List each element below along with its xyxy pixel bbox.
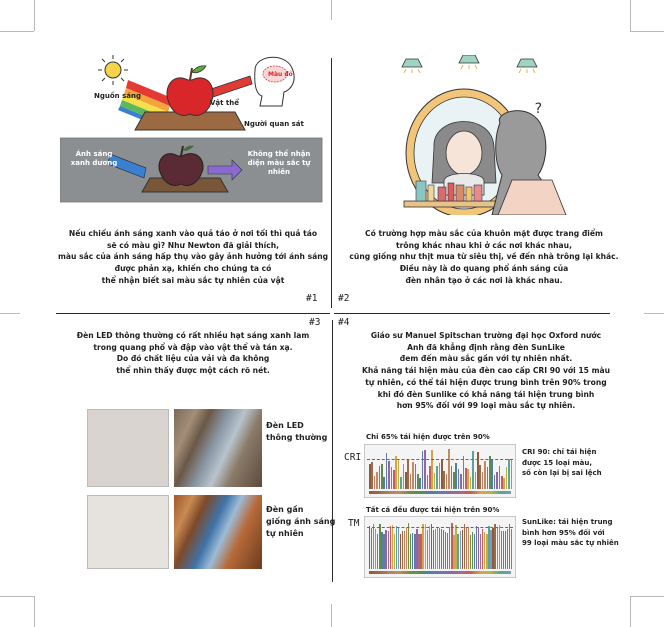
chart-bar [431,524,432,569]
chart-bar [422,451,424,489]
sunlike-note: SunLike: tái hiện trung bình hơn 95% đối với 99 loại màu sắc tự nhiên [522,518,619,547]
chart-bar [466,528,467,569]
chart-bar [489,456,491,489]
chart-bar [503,531,504,569]
chart-bar [491,459,493,489]
cri-tag: CRI [344,452,362,463]
chart-bar [506,467,508,489]
chart-bar [472,532,473,569]
led-label: Đèn LED thông thường [266,421,328,442]
panel-4-caption: Giáo sư Manuel Spitschan trường đại học Oxford nước Anh đã khẳng định rằng đèn SunLike đem đến màu sắc gần với tự nhiên nhất. Khả năng tái hiện màu của đèn cao cấp CRI 90 với 15 màu tự nhiên, có thể tái hiện được trung bình trên 90% trong khi đó đèn Sunlike có khả năng tái hiện trung bình hơn 95% đối với 99 loại màu sắc tự nhiên. [361,331,611,411]
chart-bar [375,529,376,569]
chart-bar [412,462,414,489]
ceiling-lamp-icon [459,55,479,69]
chart-bar [429,466,431,489]
chart-bar [406,528,407,569]
chart-bar [379,466,381,489]
chart-bar [424,450,426,489]
chart-bar [451,466,453,489]
crop-mark [0,313,20,314]
sun-icon [98,55,128,85]
crop-mark [0,596,34,597]
crop-mark [630,596,664,597]
center-divider [331,58,332,308]
chart-bar [439,528,440,569]
chart-bar [449,527,450,569]
chart-bar [475,472,477,489]
ceiling-lamp-icon [517,59,537,73]
chart-bar [415,464,417,489]
panel-number: #3 [309,317,321,328]
color-ribbon [369,491,511,494]
chart-bar [480,534,481,569]
chart-bar [474,534,475,569]
horizontal-divider [56,313,330,314]
chart-bar [505,531,506,569]
chart-bar [484,532,485,569]
chart-bar [509,524,510,569]
chart-bar [460,531,461,569]
fabric-photo-natural [174,495,262,569]
chart-bar [402,531,403,569]
chart-bar [499,466,501,490]
chart-bar [511,529,512,569]
chart-bar [497,527,498,569]
chart-bar [458,469,460,489]
chart-bar [377,534,378,569]
svg-text:?: ? [534,101,543,117]
crop-mark [331,0,332,20]
chart-bar [511,460,513,489]
chart-bar [408,523,409,569]
dark-apple [159,154,203,186]
color-ribbon [369,571,511,574]
chart-bar [395,456,397,489]
chart-bar [447,533,448,569]
chart-bar [455,525,456,569]
chart-bar [427,530,428,569]
red-beam [208,76,252,98]
red-color-label: Màu đỏ [268,71,293,78]
chart-bar [388,461,390,489]
chart-bar [484,461,486,489]
chart-bar [453,535,454,569]
chart-bar [390,526,391,569]
crop-mark [34,0,35,31]
crop-mark [0,31,34,32]
no-perception-label: Không thể nhận diện màu sắc tự nhiên [247,150,311,176]
chart-bar [381,464,383,489]
chart-bar [478,527,479,569]
chart-bar [417,474,419,489]
chart-bar [388,531,389,569]
chart-bar [393,470,395,489]
crop-mark [331,604,332,627]
chart-bar [407,459,409,489]
panel-number: #1 [306,293,318,304]
chart-bar [427,475,429,489]
chart-bar [503,478,505,489]
chart-bar [436,466,438,489]
cri-chart [364,444,516,498]
chart-bar [470,477,472,489]
panel-1-caption: Nếu chiếu ánh sáng xanh vào quả táo ở nơi tối thì quả táo sẽ có màu gì? Như Newton đã giải thích, màu sắc của ánh sáng hấp thụ vào gây ảnh hưởng tới ánh sáng được phản xạ, khiến cho chúng ta có thể nhận biết sai màu sắc tự nhiên của vật [58,229,329,285]
ceiling-lamp-icon [402,59,422,73]
chart-bar [391,467,393,489]
chart-bar [443,471,445,489]
crop-mark [630,0,631,31]
chart-bar [383,534,384,569]
red-apple [167,66,213,116]
chart-bar [433,530,434,569]
chart-bar [487,467,489,489]
chart-bar [494,475,496,489]
chart-bar [374,476,376,489]
panel-number: #2 [338,293,350,304]
crop-mark [34,596,35,627]
chart-bar [443,530,444,569]
chart-bar [486,534,487,569]
chart-bar [414,534,415,569]
chart-bar [412,533,413,569]
chart-bar [465,468,467,489]
natural-light-label: Đèn gần giống ánh sáng tự nhiên [266,505,336,538]
chart-bar [418,534,419,569]
chart-bar [448,449,450,489]
chart-bar [446,474,448,489]
chart-bar [490,530,491,569]
panel-number: #4 [338,317,350,328]
chart-bar [400,477,402,489]
chart-bar [398,459,400,489]
sunlike-chart-title: Tất cả đều được tái hiện trên 90% [366,506,500,514]
chart-bar [371,528,372,569]
chart-bar [439,463,441,490]
cri-chart-title: Chỉ 65% tái hiện được trên 90% [366,433,490,441]
crop-mark [630,31,664,32]
panel-2-caption: Có trường hợp màu sắc của khuôn mặt được trang điểm trông khác nhau khi ở các nơi khác nhau, cũng giống như thịt mua từ siêu thị, về đến nhà trông lại khác. Điều này là do quang phổ ánh sáng của đèn nhân tạo ở các nơi là khác nhau. [349,229,619,285]
chart-bar [419,478,421,490]
chart-bar [410,474,412,489]
chart-bar [381,532,382,569]
mirror-illustration [382,55,572,215]
threshold-line [367,527,513,528]
chart-bar [431,450,433,489]
blue-light-label: Ánh sáng xanh dương [70,150,118,167]
fabric-photo-led [174,409,262,487]
chart-bar [394,534,395,569]
chart-bar [453,472,455,489]
horizontal-divider [334,313,610,314]
chart-bar [496,472,498,489]
chart-bar [467,469,469,490]
chart-bar [479,465,481,489]
chart-bar [376,472,378,489]
chart-bar [437,528,438,569]
chart-bar [383,477,385,489]
chart-bar [425,524,426,569]
light-source-label: Nguồn sáng [94,92,141,100]
center-divider [332,320,333,582]
chart-bar [434,473,436,489]
object-label: Vật thể [210,99,240,107]
chart-bar [369,464,371,489]
chart-bar [396,526,397,569]
table [135,112,245,130]
chart-bar [441,459,443,489]
panel-3-caption: Đèn LED thông thường có rất nhiều hạt sáng xanh lam trong quang phổ và đập vào vật thể và tán xạ. Do đó chất liệu của vải và đa không thể nhìn thấy được một cách rõ nét. [76,331,310,376]
chart-bar [405,472,407,489]
tm-tag: TM [348,518,360,529]
chart-bar [420,534,421,569]
chart-bar [462,530,463,569]
chart-bar [463,456,465,489]
chart-bar [400,534,401,569]
sunlike-chart [364,516,516,578]
chart-bar [468,527,469,569]
chart-bar [482,472,484,489]
chart-bar [472,451,474,489]
led-colorchecker-photo [87,409,169,487]
crop-mark [630,596,631,627]
chart-bar [477,452,479,489]
observer-head [255,57,294,106]
threshold-line [367,459,513,460]
natural-colorchecker-photo [87,495,169,569]
chart-bar [501,476,503,489]
observer-label: Người quan sát [244,120,304,128]
chart-bar [492,528,493,569]
chart-bar [508,459,510,489]
chart-bar [455,463,457,489]
chart-bar [371,462,373,489]
chart-bar [499,525,500,569]
cri-note: CRI 90: chỉ tái hiện được 15 loại màu, số còn lại bị sai lệch [522,448,602,477]
chart-bar [460,474,462,489]
chart-bar [403,464,405,489]
crop-mark [644,313,664,314]
